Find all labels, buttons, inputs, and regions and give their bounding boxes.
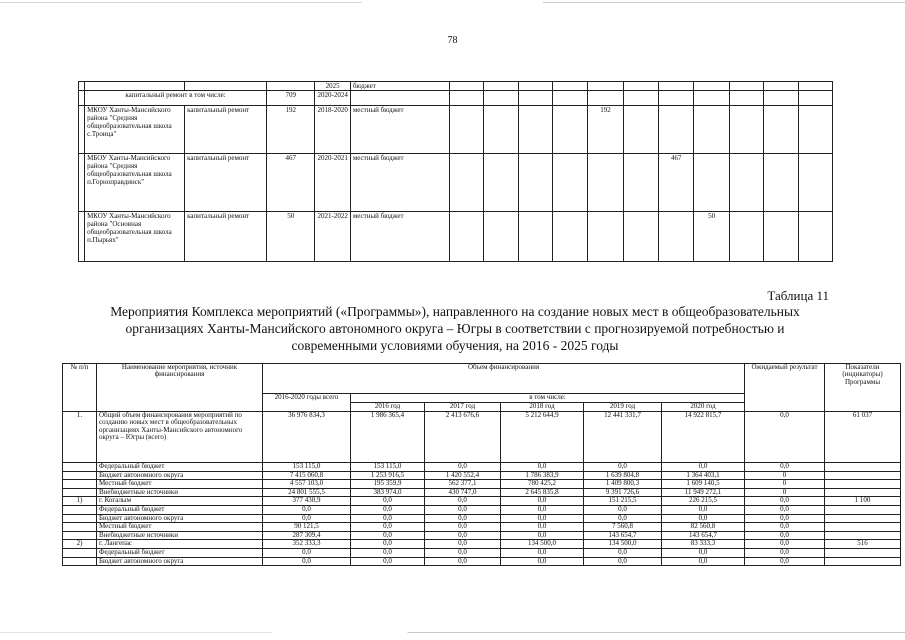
row-expected: 0,0 — [745, 540, 825, 549]
top-table-source: бюджет — [350, 82, 449, 91]
row-2016: 383 974,0 — [351, 488, 425, 497]
row-2019: 143 654,7 — [584, 531, 662, 540]
top-table-row — [79, 212, 833, 262]
header-incl: в том числе: — [351, 394, 745, 403]
row-name: Бюджет автономного округа — [97, 514, 263, 523]
row-2018: 5 212 644,9 — [501, 412, 584, 463]
row-total: 0,0 — [263, 557, 351, 566]
top-table-cell — [484, 212, 518, 262]
table-heading — [60, 303, 850, 354]
row-indicator — [825, 463, 901, 472]
row-indicator — [825, 548, 901, 557]
header-year-2019: 2019 год — [584, 403, 662, 412]
row-num — [63, 523, 97, 532]
top-table-cell — [484, 154, 518, 212]
top-table-period: 2025 — [315, 82, 350, 91]
row-2019: 0,0 — [584, 557, 662, 566]
top-table-cell — [764, 106, 798, 154]
row-2018: 0,0 — [501, 531, 584, 540]
row-indicator: 61 037 — [825, 412, 901, 463]
row-expected: 0,0 — [745, 505, 825, 514]
top-table-cell — [798, 154, 832, 212]
row-indicator — [825, 514, 901, 523]
row-2017: 562 377,1 — [425, 480, 501, 489]
top-table-period: 2020-2024 — [315, 91, 350, 106]
top-table-cell — [623, 154, 658, 212]
top-table-cell — [449, 154, 483, 212]
table-row — [63, 463, 901, 472]
row-2019: 0,0 — [584, 463, 662, 472]
row-2017: 2 413 676,6 — [425, 412, 501, 463]
table-row — [63, 557, 901, 566]
table-row — [63, 514, 901, 523]
top-table-cell — [449, 82, 483, 91]
top-table-cell — [484, 91, 518, 106]
row-2020: 83 333,3 — [662, 540, 745, 549]
top-table-cell — [798, 106, 832, 154]
top-table-cell — [729, 91, 763, 106]
top-table-cell — [588, 91, 623, 106]
header-volume: Объем финансирования — [263, 364, 745, 394]
row-2020: 0,0 — [662, 463, 745, 472]
row-2019: 134 500,0 — [584, 540, 662, 549]
row-indicator — [825, 505, 901, 514]
row-2018: 0,0 — [501, 514, 584, 523]
row-2020: 0,0 — [662, 548, 745, 557]
table-row — [63, 480, 901, 489]
page-number: 78 — [447, 35, 458, 46]
top-table-cell — [729, 154, 763, 212]
row-expected: 0 — [745, 488, 825, 497]
row-name: Федеральный бюджет — [97, 548, 263, 557]
row-expected: 0,0 — [745, 463, 825, 472]
row-total: 7 415 060,8 — [263, 471, 351, 480]
top-table-kind: капитальный ремонт — [185, 154, 267, 212]
top-table-cell — [694, 91, 729, 106]
top-table-name — [85, 82, 185, 91]
row-2020: 82 560,8 — [662, 523, 745, 532]
top-table-cell — [484, 106, 518, 154]
row-num — [63, 463, 97, 472]
row-2018: 780 425,2 — [501, 480, 584, 489]
top-table-source: местный бюджет — [350, 212, 449, 262]
top-table-cell — [518, 91, 552, 106]
row-total: 24 801 555,5 — [263, 488, 351, 497]
row-total: 153 115,0 — [263, 463, 351, 472]
top-table-period: 2020-2021 — [315, 154, 350, 212]
top-table-cell — [764, 212, 798, 262]
row-2017: 0,0 — [425, 531, 501, 540]
table-row — [63, 531, 901, 540]
row-2017: 0,0 — [425, 463, 501, 472]
top-table-cell — [729, 82, 763, 91]
row-name: Внебюджетные источники — [97, 488, 263, 497]
row-2016: 195 359,9 — [351, 480, 425, 489]
row-num — [63, 557, 97, 566]
heading-line-2: организациях Ханты-Мансийского автономного округа – Югры в соответствии с прогнозируемой потребностью и — [125, 321, 785, 336]
top-table-period: 2018-2020 — [315, 106, 350, 154]
row-2019: 1 409 800,3 — [584, 480, 662, 489]
top-table-kind: капитальный ремонт — [185, 106, 267, 154]
header-num: № п/п — [63, 364, 97, 412]
top-table-cell — [694, 154, 729, 212]
header-year-2017: 2017 год — [425, 403, 501, 412]
top-table-cell — [694, 106, 729, 154]
row-2018: 134 500,0 — [501, 540, 584, 549]
top-table-cell: 50 — [694, 212, 729, 262]
top-table-cell — [764, 154, 798, 212]
row-num: 1. — [63, 412, 97, 463]
header-year-2016: 2016 год — [351, 403, 425, 412]
top-table-cell — [623, 91, 658, 106]
row-2018: 0,0 — [501, 523, 584, 532]
top-table-cell: 467 — [659, 154, 694, 212]
row-2018: 1 786 383,9 — [501, 471, 584, 480]
row-2020: 1 364 403,1 — [662, 471, 745, 480]
row-expected: 0,0 — [745, 412, 825, 463]
table-row — [63, 488, 901, 497]
top-table-cell — [729, 212, 763, 262]
top-table-cell — [552, 154, 587, 212]
row-2016: 0,0 — [351, 523, 425, 532]
row-2016: 0,0 — [351, 497, 425, 506]
row-num — [63, 471, 97, 480]
row-expected: 0,0 — [745, 557, 825, 566]
table-row — [63, 412, 901, 463]
row-name: г. Когалым — [97, 497, 263, 506]
row-indicator — [825, 557, 901, 566]
header-name: Наименование мероприятия, источник финансирования — [97, 364, 263, 412]
row-num — [63, 505, 97, 514]
row-num — [63, 480, 97, 489]
row-name: Бюджет автономного округа — [97, 557, 263, 566]
top-table-amount: 467 — [266, 154, 315, 212]
row-total: 36 976 834,3 — [263, 412, 351, 463]
top-table-cell — [798, 91, 832, 106]
row-2019: 0,0 — [584, 548, 662, 557]
row-indicator — [825, 523, 901, 532]
row-2019: 9 391 726,6 — [584, 488, 662, 497]
row-expected: 0 — [745, 480, 825, 489]
row-indicator — [825, 480, 901, 489]
row-2018: 2 645 835,8 — [501, 488, 584, 497]
row-indicator: 516 — [825, 540, 901, 549]
row-num: 1) — [63, 497, 97, 506]
row-name: Местный бюджет — [97, 523, 263, 532]
top-table-cell — [764, 91, 798, 106]
row-2018: 0,0 — [501, 505, 584, 514]
row-2016: 0,0 — [351, 505, 425, 514]
top-table-cell — [588, 212, 623, 262]
top-table-cell — [659, 82, 694, 91]
top-table-cell — [764, 82, 798, 91]
table-row — [63, 540, 901, 549]
top-table-cell — [484, 82, 518, 91]
row-2018: 0,0 — [501, 497, 584, 506]
row-name: Бюджет автономного округа — [97, 471, 263, 480]
row-2019: 0,0 — [584, 505, 662, 514]
header-expected: Ожидаемый результат — [745, 364, 825, 412]
row-num: 2) — [63, 540, 97, 549]
row-expected: 0 — [745, 471, 825, 480]
row-num — [63, 514, 97, 523]
heading-line-1: Мероприятия Комплекса мероприятий («Программы»), направленного на создание новых мест в общеобразовательных — [110, 304, 800, 319]
row-2017: 0,0 — [425, 505, 501, 514]
top-table-name: МКОУ Ханты-Мансийского района "Средняя общеобразовательная школа с.Троица" — [85, 106, 185, 154]
row-expected: 0,0 — [745, 514, 825, 523]
row-name: Федеральный бюджет — [97, 463, 263, 472]
top-table-source — [350, 91, 449, 106]
table-caption: Таблица 11 — [767, 288, 829, 303]
row-num — [63, 488, 97, 497]
top-table-source: местный бюджет — [350, 154, 449, 212]
row-total: 287 309,4 — [263, 531, 351, 540]
row-2019: 0,0 — [584, 514, 662, 523]
row-2020: 0,0 — [662, 514, 745, 523]
top-table-name: МКОУ Ханты-Мансийского района "Основная общеобразовательная школа п.Пырьях" — [85, 212, 185, 262]
top-table — [78, 81, 833, 262]
row-indicator — [825, 471, 901, 480]
table-row — [63, 471, 901, 480]
top-table-body — [79, 82, 833, 262]
top-table-name: капитальный ремонт в том числе: — [85, 91, 267, 106]
header-year-2020: 2020 год — [662, 403, 745, 412]
top-table-cell — [552, 91, 587, 106]
top-table-kind: капитальный ремонт — [185, 212, 267, 262]
top-table-cell — [798, 82, 832, 91]
table-row — [63, 505, 901, 514]
top-table-cell — [552, 82, 587, 91]
scan-edge-top — [0, 2, 905, 3]
table-row — [63, 497, 901, 506]
top-table-period: 2021-2022 — [315, 212, 350, 262]
heading-line-3: современными условиями обучения, на 2016 - 2025 годы — [291, 338, 619, 353]
row-expected: 0,0 — [745, 548, 825, 557]
top-table-amount: 50 — [266, 212, 315, 262]
row-total: 90 121,5 — [263, 523, 351, 532]
row-2017: 0,0 — [425, 548, 501, 557]
row-2018: 0,0 — [501, 548, 584, 557]
row-2019: 1 639 804,8 — [584, 471, 662, 480]
row-2019: 151 215,5 — [584, 497, 662, 506]
top-table-cell: 192 — [588, 106, 623, 154]
row-name: Внебюджетные источники — [97, 531, 263, 540]
top-table-row — [79, 106, 833, 154]
top-table-amount: 709 — [266, 91, 315, 106]
row-expected: 0,0 — [745, 497, 825, 506]
row-2018: 0,0 — [501, 557, 584, 566]
top-table-source: местный бюджет — [350, 106, 449, 154]
scan-edge-bottom — [0, 632, 905, 633]
row-2017: 0,0 — [425, 557, 501, 566]
top-table-cell — [659, 106, 694, 154]
top-table-cell — [552, 106, 587, 154]
row-2017: 1 420 552,4 — [425, 471, 501, 480]
row-2016: 0,0 — [351, 514, 425, 523]
row-num — [63, 548, 97, 557]
row-name: Федеральный бюджет — [97, 505, 263, 514]
row-2020: 14 922 815,7 — [662, 412, 745, 463]
row-2020: 1 609 140,5 — [662, 480, 745, 489]
row-num — [63, 531, 97, 540]
row-2017: 0,0 — [425, 523, 501, 532]
row-total: 4 557 103,0 — [263, 480, 351, 489]
top-table-cell — [588, 82, 623, 91]
top-table-cell — [449, 106, 483, 154]
top-table-cell — [659, 91, 694, 106]
top-table-cell — [518, 154, 552, 212]
row-2020: 226 215,5 — [662, 497, 745, 506]
row-2020: 0,0 — [662, 557, 745, 566]
header-year-2018: 2018 год — [501, 403, 584, 412]
row-2016: 0,0 — [351, 531, 425, 540]
top-table-cell — [588, 154, 623, 212]
top-table-cell — [694, 82, 729, 91]
row-2016: 153 115,0 — [351, 463, 425, 472]
header-indicators: Показатели (индикаторы) Программы — [825, 364, 901, 412]
row-2017: 0,0 — [425, 514, 501, 523]
header-total: 2016-2020 годы всего — [263, 394, 351, 412]
top-table-cell — [729, 106, 763, 154]
row-2017: 0,0 — [425, 540, 501, 549]
top-table-row — [79, 91, 833, 106]
row-name: Местный бюджет — [97, 480, 263, 489]
top-table-row — [79, 154, 833, 212]
row-2016: 1 986 365,4 — [351, 412, 425, 463]
top-table-name: МБОУ Ханты-Мансийского района "Средняя общеобразовательная школа п.Горноправдинск" — [85, 154, 185, 212]
top-table-row — [79, 82, 833, 91]
top-table-cell — [518, 212, 552, 262]
row-indicator — [825, 531, 901, 540]
header-row-1 — [63, 364, 901, 394]
row-expected: 0,0 — [745, 523, 825, 532]
main-table — [62, 363, 901, 566]
row-total: 0,0 — [263, 505, 351, 514]
top-table-cell — [623, 212, 658, 262]
row-2020: 143 654,7 — [662, 531, 745, 540]
row-expected: 0,0 — [745, 531, 825, 540]
top-table-amount — [266, 82, 315, 91]
table-row — [63, 548, 901, 557]
row-indicator: 1 100 — [825, 497, 901, 506]
top-table-cell — [798, 212, 832, 262]
row-2017: 0,0 — [425, 497, 501, 506]
top-table-cell — [623, 82, 658, 91]
row-2020: 11 949 272,1 — [662, 488, 745, 497]
top-table-cell — [518, 82, 552, 91]
main-table-body — [63, 364, 901, 566]
row-2016: 0,0 — [351, 557, 425, 566]
row-2020: 0,0 — [662, 505, 745, 514]
top-table-cell — [518, 106, 552, 154]
top-table-kind — [185, 82, 267, 91]
row-2016: 1 253 916,5 — [351, 471, 425, 480]
row-total: 377 430,9 — [263, 497, 351, 506]
row-2018: 0,0 — [501, 463, 584, 472]
top-table-amount: 192 — [266, 106, 315, 154]
top-table-cell — [552, 212, 587, 262]
row-total: 0,0 — [263, 514, 351, 523]
row-2017: 430 747,0 — [425, 488, 501, 497]
top-table-cell — [659, 212, 694, 262]
top-table-cell — [449, 91, 483, 106]
row-2016: 0,0 — [351, 540, 425, 549]
row-name: г. Лангепас — [97, 540, 263, 549]
row-name: Общий объем финансирования мероприятий по созданию новых мест в общеобразовательных организациях Ханты-Мансийского автономного округа – Югры (всего) — [97, 412, 263, 463]
row-2019: 12 441 331,7 — [584, 412, 662, 463]
row-total: 0,0 — [263, 548, 351, 557]
table-row — [63, 523, 901, 532]
row-total: 352 333,3 — [263, 540, 351, 549]
row-2019: 7 560,8 — [584, 523, 662, 532]
row-indicator — [825, 488, 901, 497]
top-table-cell — [449, 212, 483, 262]
top-table-cell — [623, 106, 658, 154]
row-2016: 0,0 — [351, 548, 425, 557]
